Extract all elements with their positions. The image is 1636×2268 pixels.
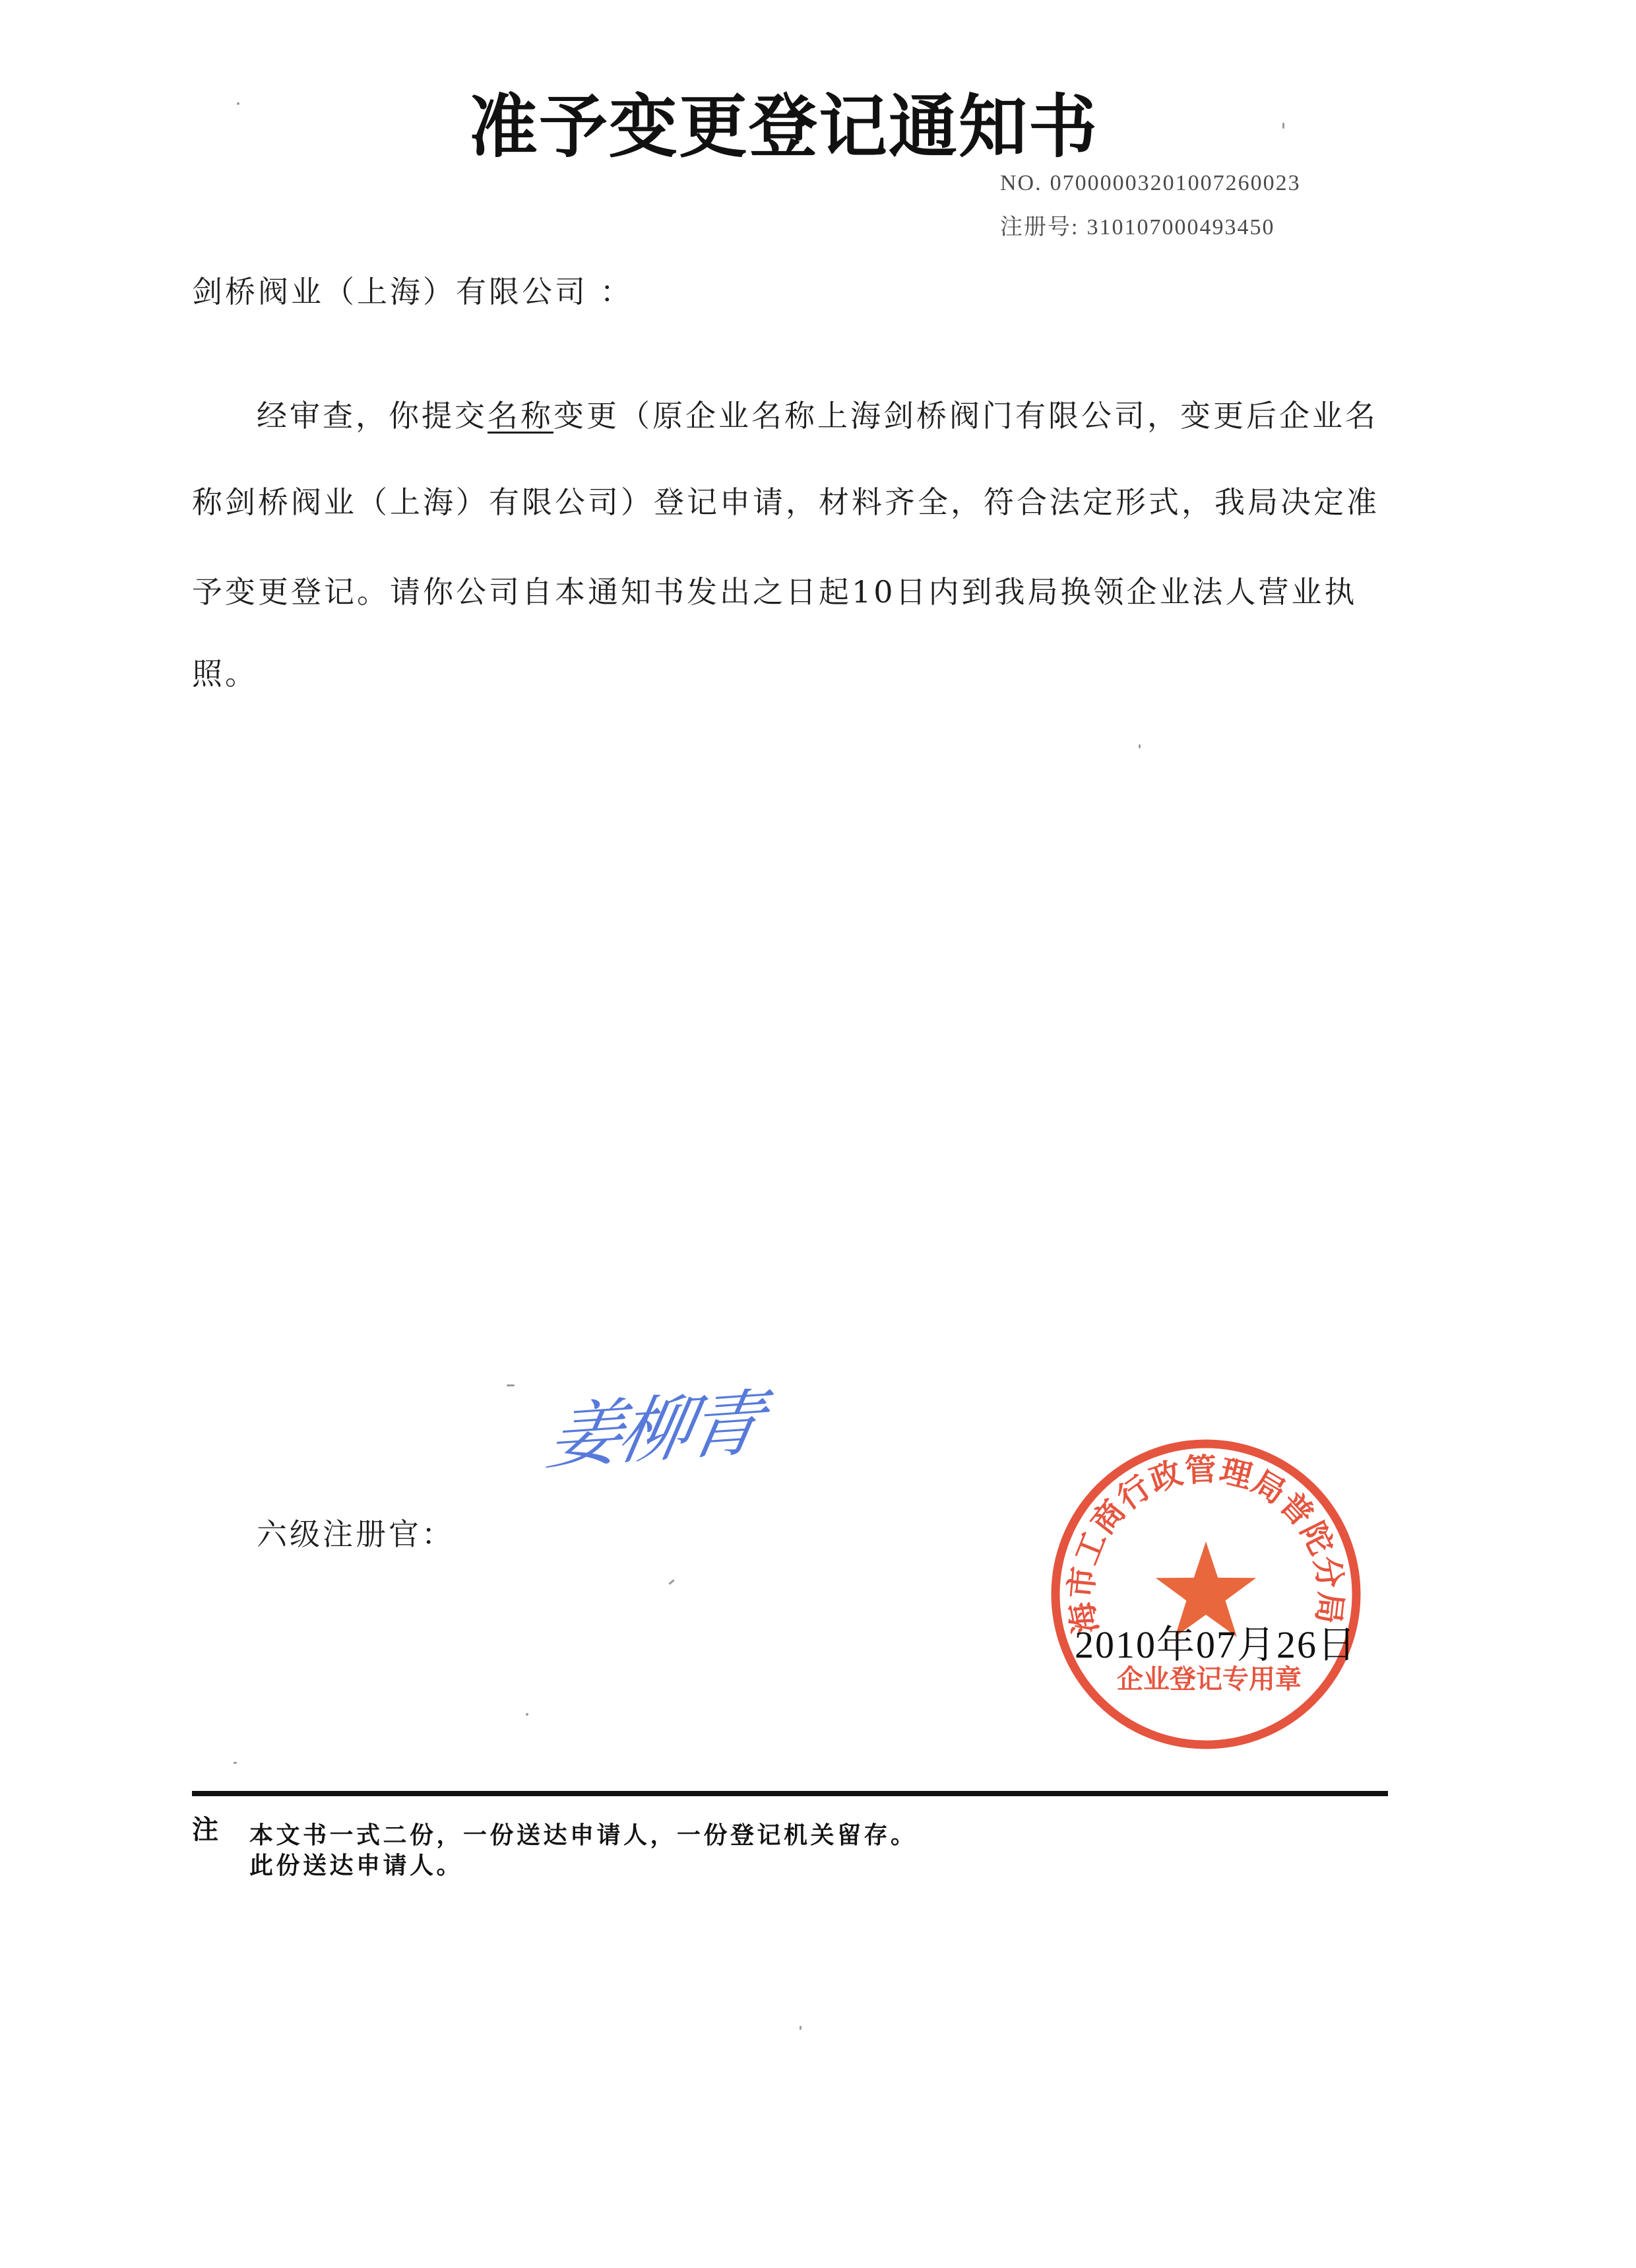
official-seal — [1041, 1429, 1371, 1759]
scan-speck — [1139, 744, 1141, 748]
scan-speck — [237, 102, 239, 105]
underlined-text: 名称 — [488, 398, 553, 434]
scan-speck — [1282, 123, 1284, 129]
footer-divider — [192, 1791, 1388, 1796]
footnote-marker: 注 — [192, 1815, 218, 1845]
registration-number-label: 注册号: — [1000, 215, 1079, 240]
seal-bottom-text: 企业登记专用章 — [1117, 1664, 1302, 1695]
document-number-value: 07000003201007260023 — [1050, 171, 1301, 195]
body-text: 变更（原企业名称上海剑桥阀门有限公司，变更后企业名 — [553, 398, 1378, 434]
star-icon — [1156, 1541, 1256, 1637]
footnote-line-2: 此份送达申请人。 — [249, 1852, 464, 1879]
body-line-3: 予变更登记。请你公司自本通知书发出之日起10日内到我局换领企业法人营业执 — [192, 574, 1358, 610]
footnote-line-1: 本文书一式二份，一份送达申请人，一份登记机关留存。 — [249, 1822, 918, 1849]
handwritten-signature: 姜柳青 — [542, 1380, 766, 1479]
document-number — [1000, 170, 1301, 197]
scan-speck — [234, 1762, 237, 1764]
seal-arc-textpath: 海市工商行政管理局普陀分局 — [1062, 1451, 1350, 1637]
issue-date: 2010年07月26日 — [1075, 1623, 1358, 1666]
registration-number — [1000, 214, 1274, 241]
document-number-label: NO. — [1000, 171, 1042, 195]
addressee: 剑桥阀业（上海）有限公司 ： — [192, 274, 633, 309]
body-line-4: 照。 — [192, 656, 258, 692]
body-line-2: 称剑桥阀业（上海）有限公司）登记申请，材料齐全，符合法定形式，我局决定准 — [192, 484, 1379, 520]
scan-speck — [507, 1384, 515, 1386]
scan-speck — [668, 1579, 675, 1585]
body-line-1 — [257, 399, 1378, 433]
registration-number-value: 310107000493450 — [1086, 215, 1275, 240]
registrar-label: 六级注册官： — [257, 1516, 455, 1552]
body-text: 经审查，你提交 — [257, 398, 488, 434]
document-title: 准予变更登记通知书 — [469, 86, 1099, 167]
scan-speck — [526, 1713, 528, 1716]
scan-speck — [800, 2026, 802, 2030]
